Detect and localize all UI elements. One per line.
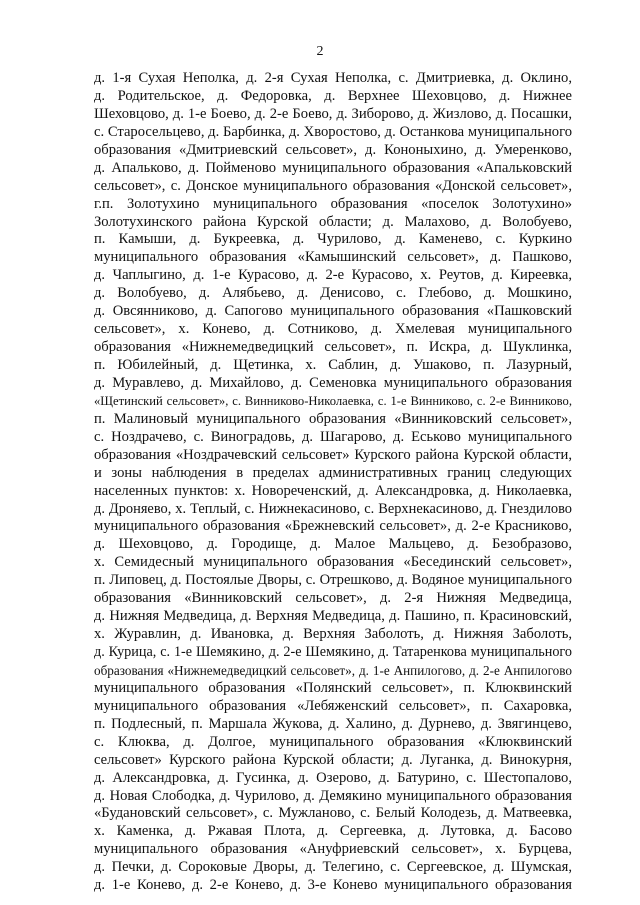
text-line: д. Курица, с. 1-е Шемякино, д. 2-е Шемякино, д. Татаренкова муниципального (94, 644, 572, 660)
text-line: х. Журавлин, д. Ивановка, д. Верхняя Заболоть, д. Нижняя Заболоть, (94, 626, 572, 643)
page-number: 2 (316, 44, 324, 59)
text-line: муниципального образования «Лебяженский сельсовет», п. Сахаровка, (94, 697, 572, 714)
text-line: с. Старосельцево, д. Барбинка, д. Хворостово, д. Останкова муниципального (94, 123, 572, 140)
text-line: образования «Винниковский сельсовет», д. 2-я Нижняя Медведица, (94, 590, 572, 607)
text-line: д. 1-я Сухая Неполка, д. 2-я Сухая Неполка, с. Дмитриевка, д. Оклино, (94, 70, 572, 86)
text-line: д. Нижняя Медведица, д. Верхняя Медведица, д. Пашино, п. Красиновский, (94, 608, 572, 625)
text-line: «Щетинский сельсовет», с. Винниково-Николаевка, с. 1-е Винниково, с. 2-е Винниково, (94, 393, 572, 408)
text-line: д. Муравлево, д. Михайлово, д. Семеновка муниципального образования (94, 374, 572, 391)
text-line: д. Печки, д. Сороковые Дворы, д. Телегино, с. Сергеевское, д. Шумская, (94, 859, 572, 876)
text-line: х. Семидесный муниципального образования «Бесединский сельсовет», (94, 554, 572, 571)
text-line: д. Чаплыгино, д. 1-е Курасово, д. 2-е Курасово, х. Реутов, д. Киреевка, (94, 267, 572, 284)
text-line: д. Апальково, д. Пойменово муниципального образования «Апальковский (94, 159, 572, 176)
text-line: г.п. Золотухино муниципального образования «поселок Золотухино» (94, 195, 572, 212)
text-line: населенных пунктов: х. Новореченский, д. Александровка, д. Николаевка, (94, 482, 572, 499)
text-line: д. Александровка, д. Гусинка, д. Озерово, д. Батурино, с. Шестопалово, (94, 769, 572, 786)
text-line: д. Дроняево, х. Теплый, с. Нижнекасиново, с. Верхнекасиново, д. Гнездилово (94, 500, 572, 517)
text-line: образования «Дмитриевский сельсовет», д. Кононыхино, д. Умеренково, (94, 141, 572, 158)
text-line: Шеховцово, д. 1-е Боево, д. 2-е Боево, д. Зиборово, д. Жизлово, д. Посашки, (94, 105, 572, 122)
text-line: п. Липовец, д. Постоялые Дворы, с. Отрешково, д. Водяное муниципального (94, 572, 572, 589)
text-line: муниципального образования «Камышинский сельсовет», д. Пашково, (94, 249, 572, 266)
text-line: сельсовет» Курского района Курской области; д. Луганка, д. Винокурня, (94, 751, 572, 768)
text-line: д. Родительское, д. Федоровка, д. Верхнее Шеховцово, д. Нижнее (94, 87, 572, 104)
text-line: п. Юбилейный, д. Щетинка, х. Саблин, д. Ушаково, п. Лазурный, (94, 357, 572, 373)
text-line: д. Волобуево, д. Алябьево, д. Денисово, с. Глебово, д. Мошкино, (94, 285, 572, 302)
text-line: и зоны наблюдения в пределах административных границ следующих (94, 464, 572, 481)
text-line: муниципального образования «Ануфриевский сельсовет», х. Бурцева, (94, 841, 572, 858)
text-line: Золотухинского района Курской области; д. Малахово, д. Волобуево, (94, 213, 572, 230)
text-line: х. Каменка, д. Ржавая Плота, д. Сергеевка, д. Лутовка, д. Басово (94, 823, 572, 840)
text-line: с. Ноздрачево, с. Виноградовь, д. Шагарово, д. Еськово муниципального (94, 428, 572, 445)
text-line: «Будановский сельсовет», с. Мужланово, с. Белый Колодезь, д. Матвеевка, (94, 805, 572, 822)
text-line: образования «Нижнемедведицкий сельсовет», д. 1-е Анпилогово, д. 2-е Анпилогово (94, 662, 572, 678)
document-body-text (94, 70, 572, 895)
text-line: сельсовет», х. Конево, д. Сотниково, д. Хмелевая муниципального (94, 321, 572, 338)
text-line: с. Клюква, д. Долгое, муниципального образования «Клюквинский (94, 733, 572, 750)
text-line: д. Шеховцово, д. Городище, д. Малое Мальцево, д. Безобразово, (94, 536, 572, 553)
text-line: сельсовет», с. Донское муниципального образования «Донской сельсовет», (94, 177, 572, 194)
text-line: муниципального образования «Полянский сельсовет», п. Клюквинский (94, 679, 572, 696)
text-line: д. Новая Слободка, д. Чурилово, д. Демякино муниципального образования (94, 787, 572, 804)
text-line: муниципального образования «Брежневский сельсовет», д. 2-е Красниково, (94, 518, 572, 535)
text-line: образования «Ноздрачевский сельсовет» Курского района Курской области, (94, 446, 572, 463)
text-line: п. Камыши, д. Букреевка, д. Чурилово, д. Каменево, с. Куркино (94, 231, 572, 248)
text-line: образования «Нижнемедведицкий сельсовет», п. Искра, д. Шуклинка, (94, 339, 572, 356)
text-line: п. Подлесный, п. Маршала Жукова, д. Халино, д. Дурнево, д. Звягинцево, (94, 715, 572, 732)
text-line: д. 1-е Конево, д. 2-е Конево, д. 3-е Конево муниципального образования (94, 877, 572, 894)
text-line: п. Малиновый муниципального образования «Винниковский сельсовет», (94, 410, 572, 427)
text-line: д. Овсянниково, д. Сапогово муниципального образования «Пашковский (94, 303, 572, 320)
